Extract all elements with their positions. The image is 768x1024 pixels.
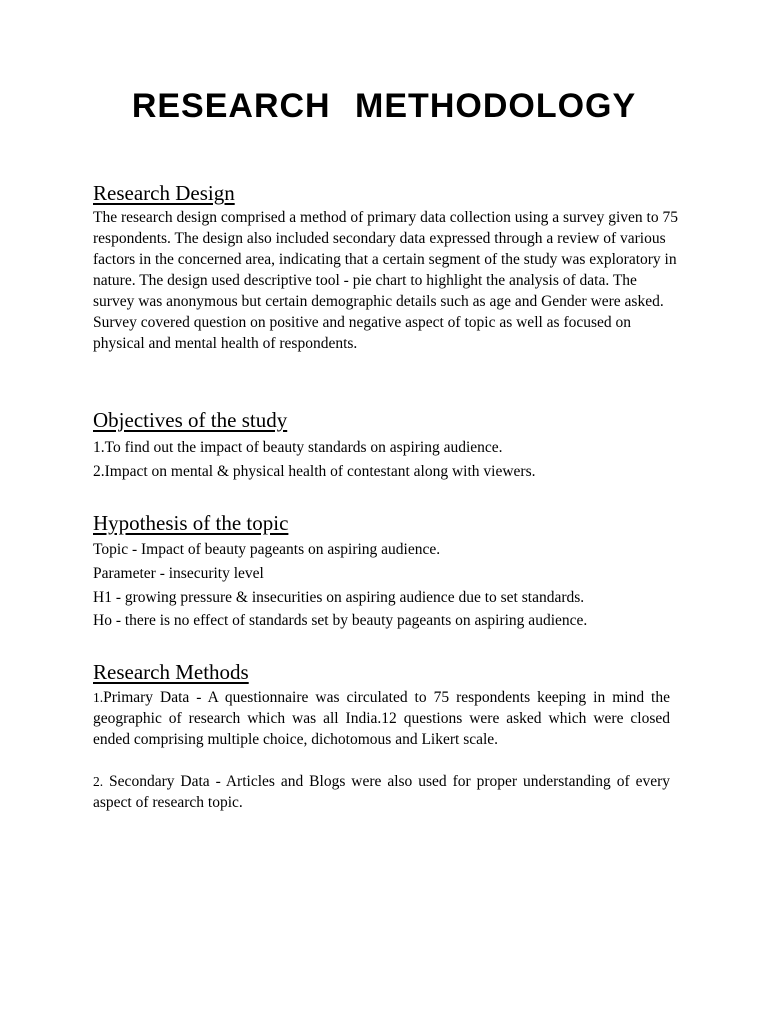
research-design-body: The research design comprised a method of primary data collection using a survey given to 75 respondents. The design also included secondary data expressed through a review of various factors in the concerned area, indicating that a certain segment of the study was exploratory in nature. The design used descriptive tool - pie chart to highlight the analysis of data. The survey was anonymous but certain demographic details such as age and Gender were asked. Survey covered question on positive and negative aspect of topic as well as focused on physical and mental health of respondents. — [93, 209, 678, 352]
page-title: RESEARCH METHODOLOGY — [131, 87, 637, 125]
research-methods-heading: Research Methods — [93, 660, 249, 684]
hypothesis-heading: Hypothesis of the topic — [93, 511, 289, 535]
hypothesis-parameter: Parameter - insecurity level — [93, 565, 264, 582]
research-method-secondary — [93, 771, 670, 813]
research-method-primary-text: Primary Data - A questionnaire was circulated to 75 respondents keeping in mind the geographic of research which was all India.12 questions were asked which were closed ended comprising multiple choice, dichotomous and Likert scale. — [93, 689, 670, 748]
research-method-primary-number: 1. — [93, 690, 104, 705]
research-method-secondary-number: 2. — [93, 774, 104, 789]
hypothesis-h1: H1 - growing pressure & insecurities on aspiring audience due to set standards. — [93, 589, 585, 606]
research-method-secondary-text: Secondary Data - Articles and Blogs were also used for proper understanding of every aspect of research topic. — [93, 773, 670, 811]
objective-item-1: 1.To find out the impact of beauty standards on aspiring audience. — [93, 439, 503, 456]
hypothesis-h0: Ho - there is no effect of standards set by beauty pageants on aspiring audience. — [93, 612, 588, 629]
research-method-primary — [93, 687, 670, 750]
objectives-heading: Objectives of the study — [93, 408, 288, 432]
research-design-heading: Research Design — [93, 181, 235, 205]
objective-item-2: 2.Impact on mental & physical health of contestant along with viewers. — [93, 463, 536, 480]
hypothesis-topic: Topic - Impact of beauty pageants on aspiring audience. — [93, 541, 441, 558]
